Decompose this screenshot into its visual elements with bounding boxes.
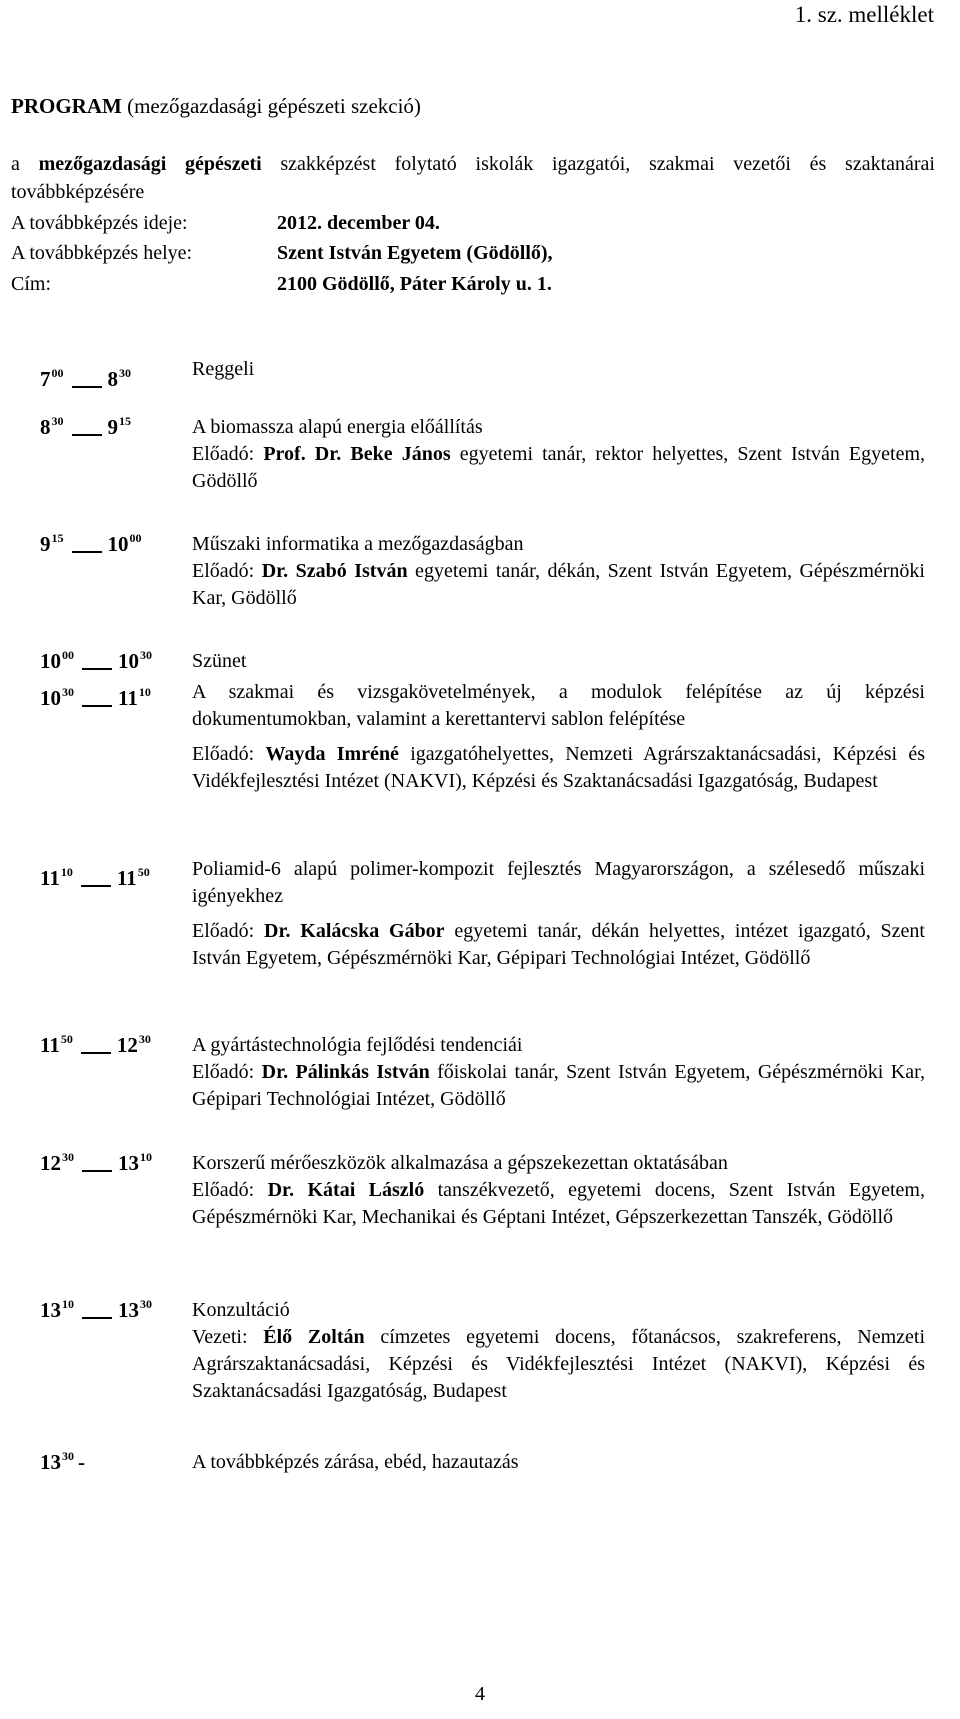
slot-time: $7^{00}$ $8^{30}$ <box>40 366 131 391</box>
slot-time: $10^{00}$ $10^{30}$ <box>40 648 152 673</box>
slot-body <box>192 1150 925 1231</box>
slot-presenter: Előadó: Dr. Szabó István egyetemi tanár, dékán, Szent István Egyetem, Gépészmérnöki Kar, Gödöllő <box>192 560 925 609</box>
slot-body <box>192 648 925 675</box>
slot-body <box>192 1032 925 1113</box>
slot-body <box>192 1449 925 1476</box>
slot-time: $8^{30}$ $9^{15}$ <box>40 414 131 439</box>
intro-bold: mezőgazdasági gépészeti <box>38 153 262 175</box>
slot-time: $10^{30}$ $11^{10}$ <box>40 685 151 710</box>
slot-title: A gyártástechnológia fejlődési tendenciái <box>192 1034 523 1056</box>
slot-presenter: Előadó: Dr. Kalácska Gábor egyetemi tanár, dékán helyettes, intézet igazgató, Szent István Egyetem, Gépészmérnöki Kar, Gépipari Technológiai Intézet, Gödöllő <box>192 920 925 969</box>
slot-body <box>192 531 925 612</box>
annex-label: 1. sz. melléklet <box>794 2 934 27</box>
slot-title: Korszerű mérőeszközök alkalmazása a gépszekezettan oktatásában <box>192 1152 728 1174</box>
slot-title: Reggeli <box>192 358 255 380</box>
slot-time: $9^{15}$ $10^{00}$ <box>40 531 142 556</box>
meta-label: A továbbképzés helye: <box>11 242 193 264</box>
program-title-rest: (mezőgazdasági gépészeti szekció) <box>121 94 421 118</box>
meta-value: Szent István Egyetem (Gödöllő), <box>277 242 553 264</box>
slot-presenter: Előadó: Wayda Imréné igazgatóhelyettes, Nemzeti Agrárszaktanácsadási, Képzési és Vidékfejlesztési Intézet (NAKVI), Képzési és Szaktanácsadási Igazgatóság, Budapest <box>192 743 925 792</box>
slot-title: A továbbképzés zárása, ebéd, hazautazás <box>192 1451 519 1473</box>
intro-post: szakképzést folytató iskolák igazgatói, szakmai vezetői és szaktanárai továbbképzésére <box>11 153 935 203</box>
slot-body <box>192 1297 925 1405</box>
slot-title: Szünet <box>192 650 247 672</box>
program-title-bold: PROGRAM <box>11 94 122 118</box>
slot-body <box>192 856 925 972</box>
slot-time: $13^{30}$ - <box>40 1449 85 1474</box>
meta-value: 2012. december 04. <box>277 212 440 234</box>
slot-time: $11^{10}$ $11^{50}$ <box>40 865 150 890</box>
slot-presenter: Előadó: Dr. Pálinkás István főiskolai tanár, Szent István Egyetem, Gépészmérnöki Kar, Gépipari Technológiai Intézet, Gödöllő <box>192 1061 925 1110</box>
page-number: 4 <box>475 1683 485 1705</box>
slot-body <box>192 414 925 495</box>
slot-time: $11^{50}$ $12^{30}$ <box>40 1032 151 1057</box>
meta-row-place <box>11 242 553 265</box>
slot-body <box>192 679 925 795</box>
meta-row-address <box>11 273 552 296</box>
slot-presenter: Vezeti: Élő Zoltán címzetes egyetemi docens, főtanácsos, szakreferens, Nemzeti Agrárszaktanácsadási, Képzési és Vidékfejlesztési Intézet (NAKVI), Képzési és Szaktanácsadási Igazgatóság, Budapest <box>192 1326 925 1402</box>
slot-body <box>192 356 925 383</box>
slot-title: A biomassza alapú energia előállítás <box>192 416 483 438</box>
slot-presenter: Előadó: Dr. Kátai László tanszékvezető, egyetemi docens, Szent István Egyetem, Gépészmérnöki Kar, Mechanikai és Géptani Intézet, Gépszerkezettan Tanszék, Gödöllő <box>192 1179 925 1228</box>
slot-time: $13^{10}$ $13^{30}$ <box>40 1297 152 1322</box>
meta-label: Cím: <box>11 273 52 295</box>
slot-presenter: Előadó: Prof. Dr. Beke János egyetemi tanár, rektor helyettes, Szent István Egyetem, Gödöllő <box>192 443 925 492</box>
meta-value: 2100 Gödöllő, Páter Károly u. 1. <box>277 273 552 295</box>
slot-title: Műszaki informatika a mezőgazdaságban <box>192 533 524 555</box>
intro-paragraph <box>11 150 935 206</box>
slot-title: Poliamid-6 alapú polimer-kompozit fejlesztés Magyarországon, a szélesedő műszaki igényekhez <box>192 858 925 907</box>
meta-row-date <box>11 212 440 235</box>
slot-title: Konzultáció <box>192 1299 290 1321</box>
program-title <box>11 94 421 119</box>
slot-time: $12^{30}$ $13^{10}$ <box>40 1150 152 1175</box>
meta-label: A továbbképzés ideje: <box>11 212 188 234</box>
intro-pre: a <box>11 153 39 175</box>
slot-title: A szakmai és vizsgakövetelmények, a modulok felépítése az új képzési dokumentumokban, valamint a kerettantervi sablon felépítése <box>192 681 925 730</box>
